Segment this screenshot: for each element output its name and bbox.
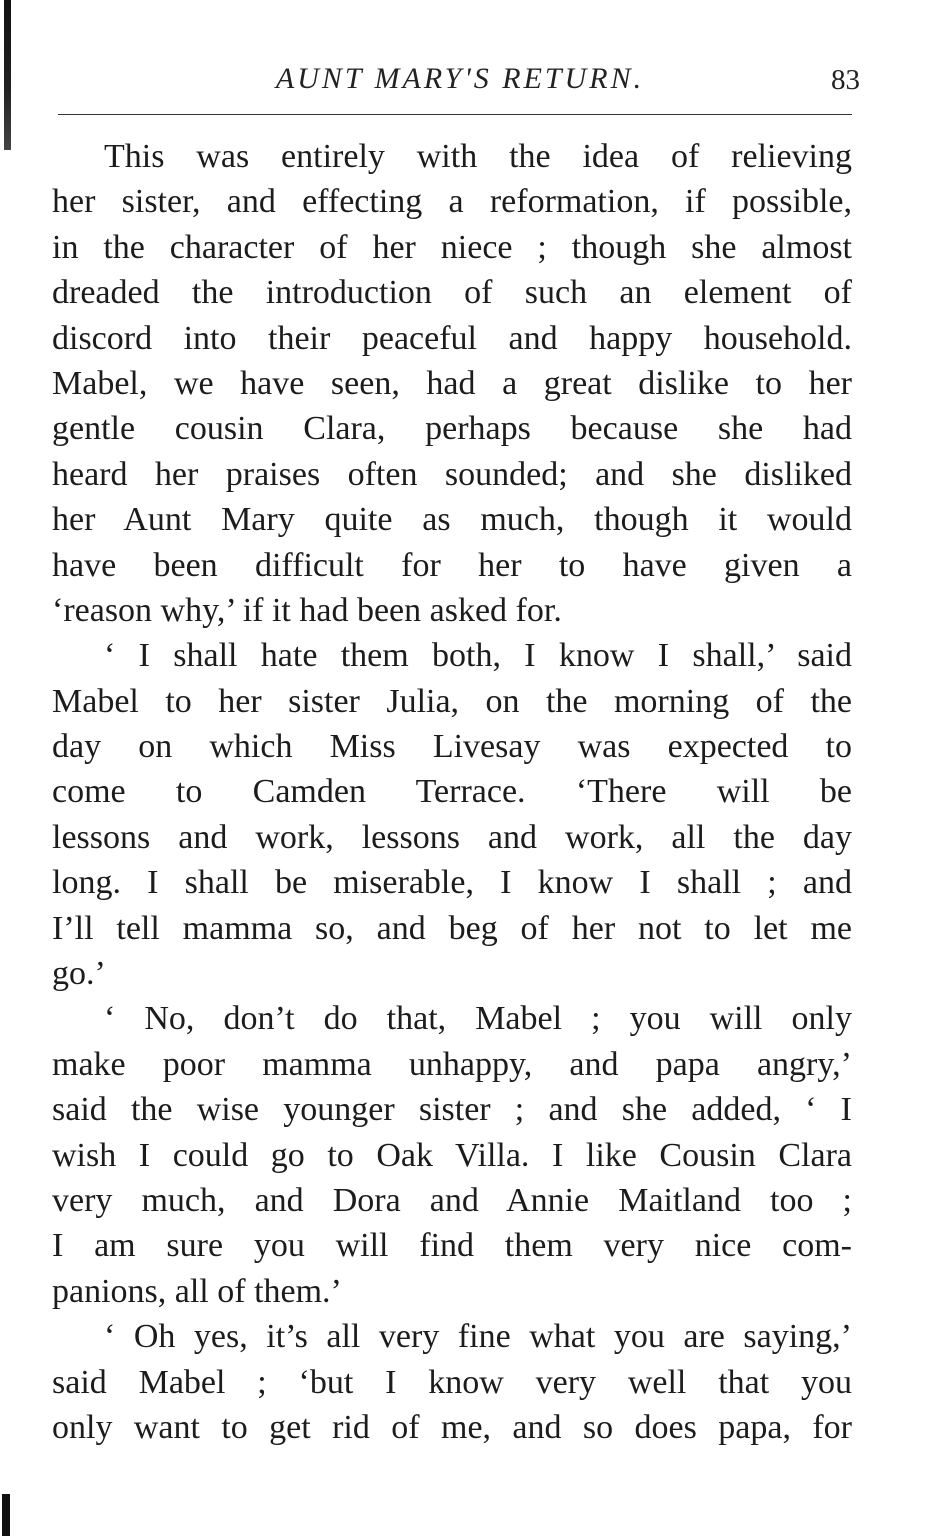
text-line: gentle cousin Clara, perhaps because she had [52,410,852,448]
text-line: ‘ No, don’t do that, Mabel ; you will only [104,1000,852,1038]
running-title: AUNT MARY'S RETURN. [275,62,645,95]
text-line: wish I could go to Oak Villa. I like Cousin Clara [52,1136,852,1174]
text-line: I am sure you will find them very nice com- [52,1227,852,1265]
text-line: come to Camden Terrace. ‘There will be [52,773,852,811]
text-line: in the character of her niece ; though she almost [52,228,852,266]
body-text [52,134,852,1450]
text-line: heard her praises often sounded; and she disliked [52,455,852,493]
text-line: make poor mamma unhappy, and papa angry,’ [52,1045,852,1083]
text-line: panions, all of them.’ [52,1272,342,1310]
text-line: ‘ Oh yes, it’s all very fine what you are saying,’ [104,1318,852,1356]
scan-edge-mark [4,0,11,150]
text-line: day on which Miss Livesay was expected to [52,728,852,766]
text-line: I’ll tell mamma so, and beg of her not to let me [52,909,852,947]
page-header [60,58,860,98]
text-line: only want to get rid of me, and so does papa, for [52,1408,852,1446]
text-line: long. I shall be miserable, I know I shall ; and [52,864,852,902]
text-line: go.’ [52,955,106,993]
text-line: her sister, and effecting a reformation, if possible, [52,183,852,221]
text-line: lessons and work, lessons and work, all the day [52,818,852,856]
text-line: said the wise younger sister ; and she added, ‘ I [52,1091,852,1129]
text-line: very much, and Dora and Annie Maitland too ; [52,1181,852,1219]
text-line: ‘ I shall hate them both, I know I shall,’ said [104,637,852,675]
header-rule [58,114,852,115]
page-number: 83 [831,64,860,96]
text-line: Mabel to her sister Julia, on the morning of the [52,682,852,720]
text-line: Mabel, we have seen, had a great dislike to her [52,364,852,402]
text-line: dreaded the introduction of such an element of [52,274,852,312]
text-line: said Mabel ; ‘but I know very well that you [52,1363,852,1401]
text-line: have been difficult for her to have given a [52,546,852,584]
text-line: ‘reason why,’ if it had been asked for. [52,591,562,629]
text-line: discord into their peaceful and happy household. [52,319,852,357]
scan-edge-mark [2,1494,10,1536]
text-line: This was entirely with the idea of relieving [104,138,852,175]
text-line: her Aunt Mary quite as much, though it would [52,501,852,539]
